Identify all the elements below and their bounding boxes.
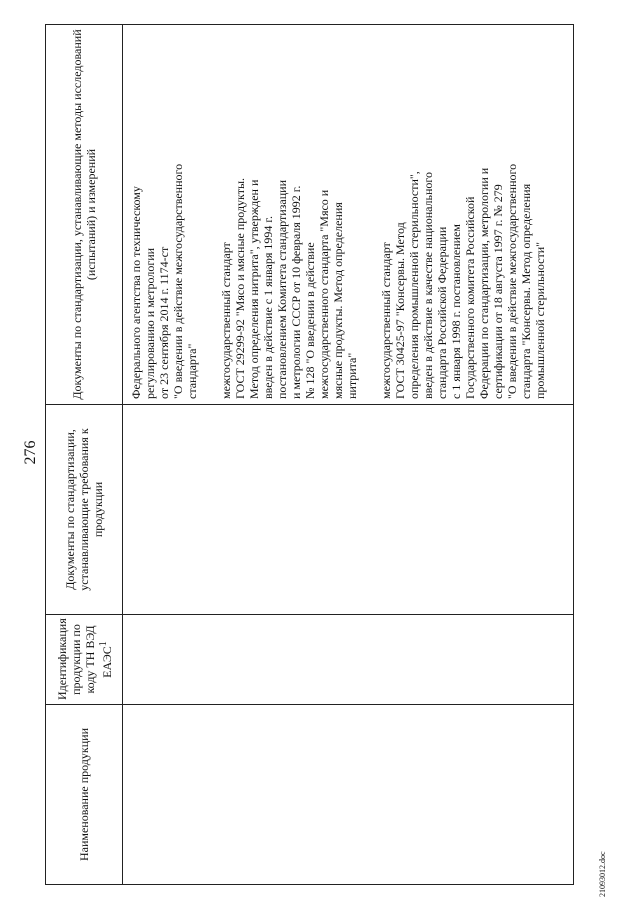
header-tnved-code: Идентификация продукции по коду ТН ВЭД ЕАЭС$^1$: [46, 615, 123, 705]
header-methods-docs: Документы по стандартизации, устанавливающие методы исследований (испытаний) и измерений: [46, 25, 123, 405]
footnote-marker: 1: [97, 641, 109, 647]
methods-entry-gost-30425: межгосударственный стандарт ГОСТ 30425-97 "Консервы. Метод определения промышленной стерильности", введен в действие в качестве национального стандарта Российской Федерации с 1 января 1998 г. постановлением Государственного комитета Российской Федерации по стандартизации, метрологии и сертификации от 18 августа 1997 г. № 279 "О введении в действие межгосударственного стандарта "Консервы. Метод определения промышленной стерильности": [379, 163, 547, 399]
cell-methods: [123, 25, 574, 405]
header-product-name: Наименование продукции: [46, 705, 123, 885]
standards-table: [45, 24, 574, 885]
cell-tnved-code: [123, 615, 574, 705]
cell-requirements: [123, 405, 574, 615]
methods-entry-decree: Федерального агентства по техническому регулированию и метрологии от 23 сентября 2014 г. 1174-ст "О введении в действие межгосударственного стандарта": [129, 163, 199, 399]
table-header-row: [46, 25, 123, 885]
footer-filename: 21093012.doc: [598, 851, 607, 897]
header-requirements-docs: Документы по стандартизации, устанавливающие требования к продукции: [46, 405, 123, 615]
methods-entry-gost-29299: межгосударственный стандарт ГОСТ 29299-92 "Мясо и мясные продукты. Метод определения нитрита", утвержден и введен в действие с 1 января 1994 г. постановлением Комитета стандартизации и метрологии СССР от 10 февраля 1992 г. № 128 "О введении в действие межгосударственного стандарта "Мясо и мясные продукты. Метод определения нитрита": [219, 177, 359, 399]
table-row: [123, 25, 574, 885]
page-number: 276: [22, 440, 39, 465]
cell-product-name: [123, 705, 574, 885]
